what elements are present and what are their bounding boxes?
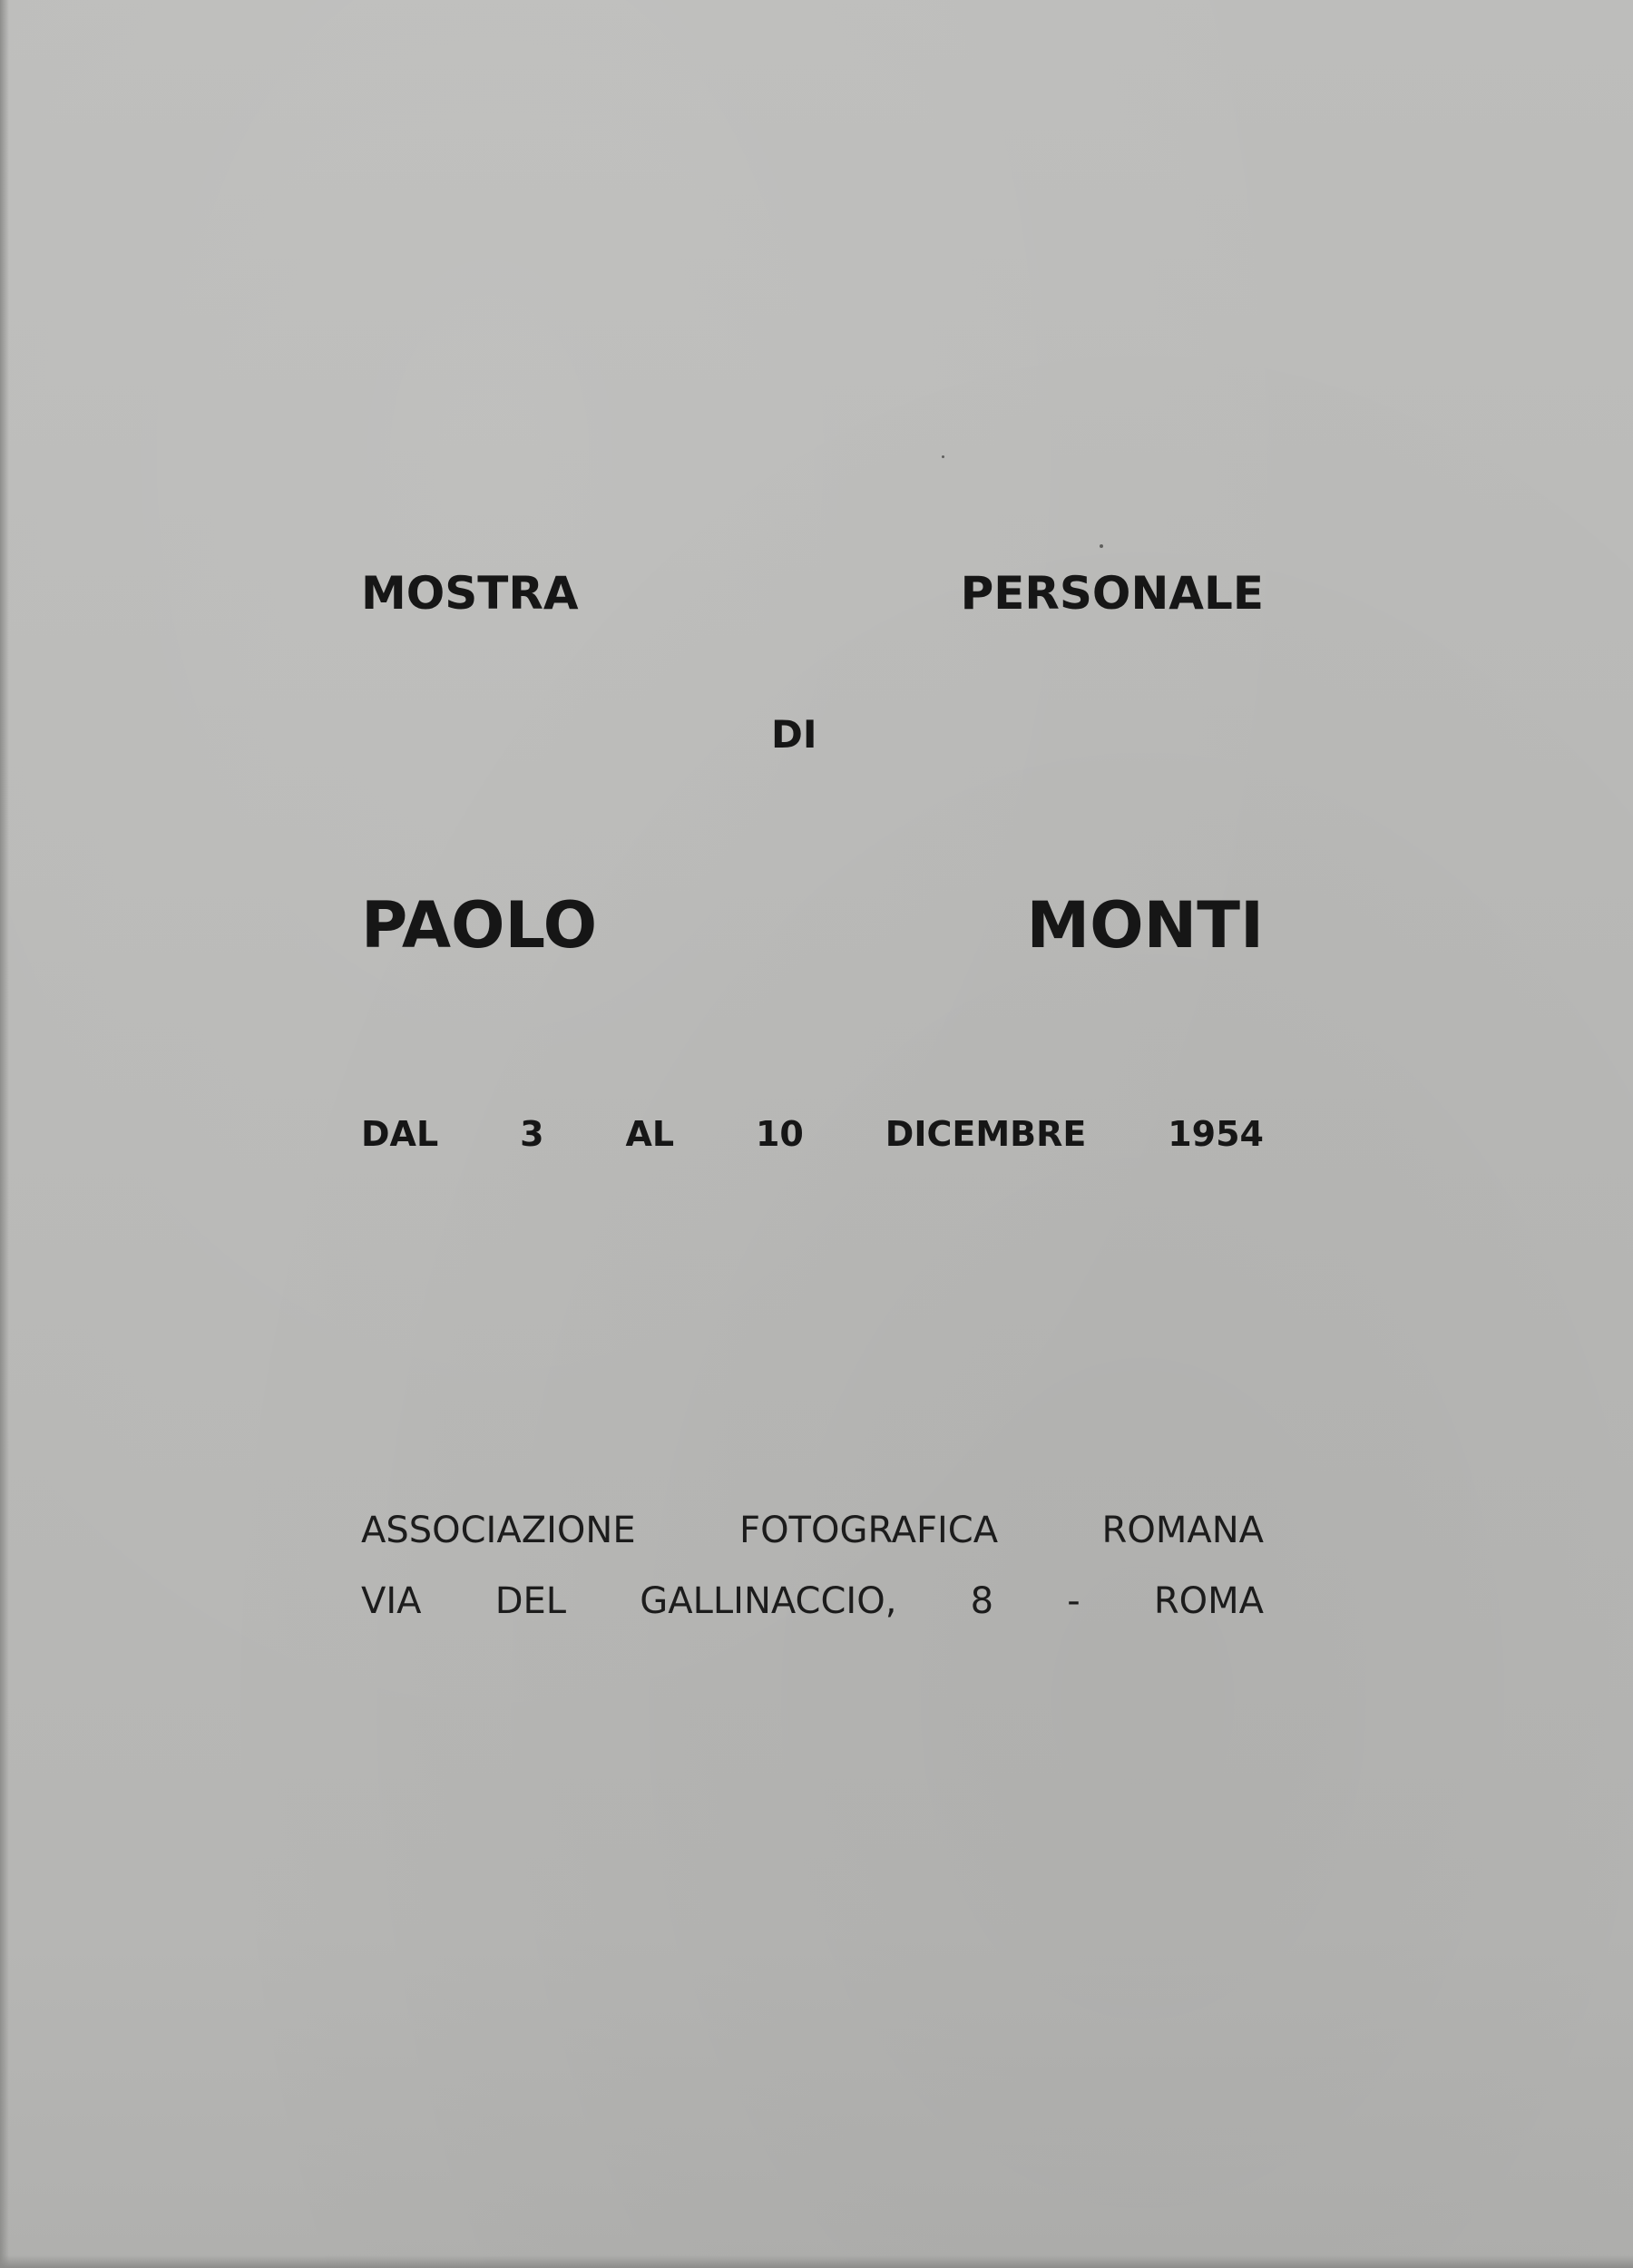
venue-address: VIA DEL GALLINACCIO, 8 - ROMA	[361, 1580, 1264, 1622]
heading-di: DI	[771, 712, 817, 757]
venue-name: ASSOCIAZIONE FOTOGRAFICA ROMANA	[361, 1510, 1264, 1551]
page-edge-left	[0, 0, 9, 2268]
artist-name: PAOLO MONTI	[361, 888, 1264, 963]
page-edge-bottom	[0, 2255, 1633, 2268]
paper-speck	[942, 455, 944, 458]
exhibition-dates: DAL 3 AL 10 DICEMBRE 1954	[361, 1114, 1264, 1154]
heading-mostra-personale: MOSTRA PERSONALE	[361, 567, 1264, 620]
paper-speck	[1100, 544, 1103, 548]
